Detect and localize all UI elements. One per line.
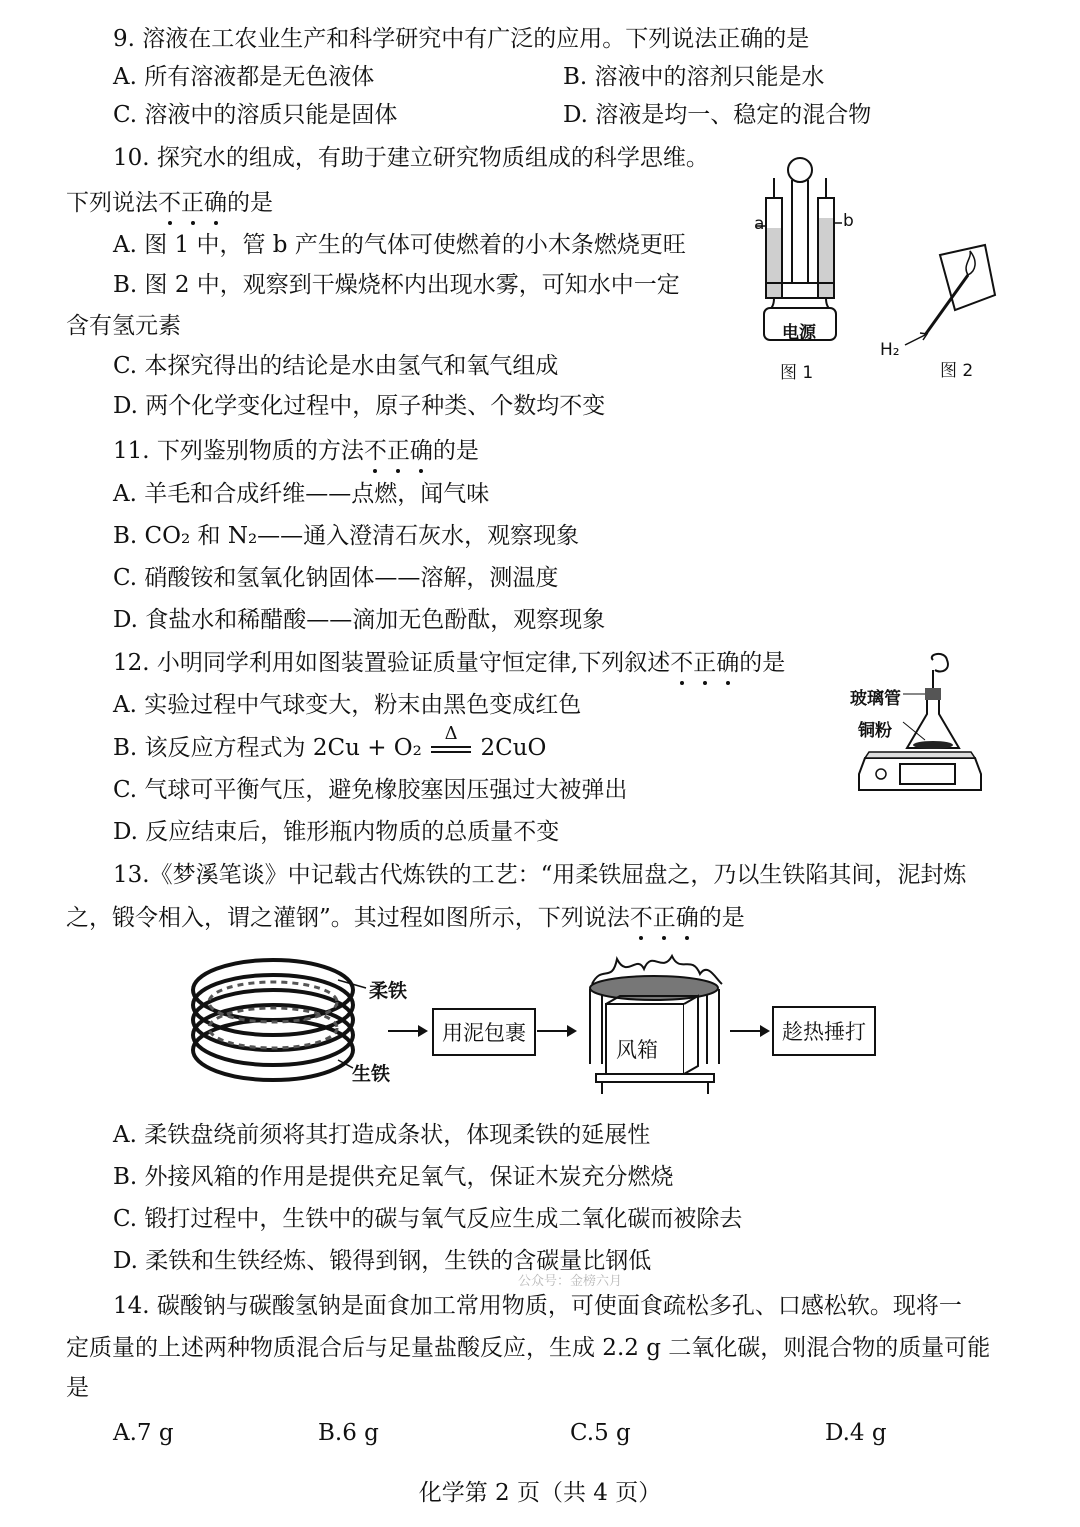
- q10-option-d: D. 两个化学变化过程中，原子种类、个数均不变: [113, 393, 606, 419]
- q13-stem-post: 的是: [698, 905, 745, 931]
- fig1-label-a: a: [754, 214, 765, 234]
- q11-option-a: A. 羊毛和合成纤维——点燃，闻气味: [113, 481, 490, 507]
- emphasis-char: 确: [675, 905, 699, 931]
- q13-stem-line1: 13.《梦溪笔谈》中记载古代炼铁的工艺：“用柔铁屈盘之，乃以生铁陷其间，泥封炼: [113, 862, 967, 888]
- emphasis-char: 确: [409, 438, 433, 464]
- q13-stem-line2: [66, 903, 745, 933]
- q14-option-d: D.4 g: [825, 1420, 887, 1446]
- q12-stem-pre: 12. 小明同学利用如图装置验证质量守恒定律,下列叙述: [113, 650, 671, 676]
- q14-stem-line2: 定质量的上述两种物质混合后与足量盐酸反应，生成 2.2 g 二氧化碳，则混合物的质量可能: [66, 1335, 991, 1361]
- emphasis-char: 不: [363, 438, 387, 464]
- delta-symbol: Δ: [444, 723, 458, 744]
- q13-option-a: A. 柔铁盘绕前须将其打造成条状，体现柔铁的延展性: [113, 1122, 651, 1148]
- page-footer: 化学第 2 页（共 4 页）: [418, 1480, 662, 1506]
- q12-equation-right: 2CuO: [473, 735, 547, 761]
- q10-option-a: A. 图 1 中，管 b 产生的气体可使燃着的小木条燃烧更旺: [113, 232, 686, 258]
- q14-stem-line1: 14. 碳酸钠与碳酸氢钠是面食加工常用物质，可使面食疏松多孔、口感松软。现将一: [113, 1293, 962, 1319]
- q12-stem-post: 的是: [739, 650, 786, 676]
- glass-tube-label: 玻璃管: [850, 689, 901, 709]
- heat-condition: [429, 723, 473, 763]
- q11-stem-post: 的是: [432, 438, 479, 464]
- q9-option-a: A. 所有溶液都是无色液体: [113, 64, 375, 90]
- hammer-while-hot-box: 趁热捶打: [772, 1006, 876, 1056]
- q10-option-b-line1: B. 图 2 中，观察到干燥烧杯内出现水雾，可知水中一定: [113, 272, 680, 298]
- q13-stem-pre: 之，锻令相入，谓之灌钢”。其过程如图所示，下列说法: [66, 905, 630, 931]
- q10-stem-line2: [66, 188, 273, 218]
- soft-iron-label: 柔铁: [369, 980, 408, 1002]
- q11-stem: [113, 436, 479, 466]
- q9-option-b: B. 溶液中的溶剂只能是水: [563, 64, 825, 90]
- copper-powder-label: 铜粉: [858, 721, 892, 741]
- emphasis-char: 确: [716, 650, 740, 676]
- fig1-power-label: 电源: [782, 323, 816, 343]
- q10-stem-post: 的是: [227, 190, 273, 216]
- q13-option-c: C. 锻打过程中，生铁中的碳与氧气反应生成二氧化碳而被除去: [113, 1206, 743, 1232]
- q12-option-c: C. 气球可平衡气压，避免橡胶塞因压强过大被弹出: [113, 777, 628, 803]
- q13-option-d: D. 柔铁和生铁经炼、锻得到钢，生铁的含碳量比钢低: [113, 1248, 652, 1274]
- q9-option-c: C. 溶液中的溶质只能是固体: [113, 102, 398, 128]
- q12-option-a: A. 实验过程中气球变大，粉末由黑色变成红色: [113, 692, 582, 718]
- arrow-icon: [537, 1024, 577, 1038]
- q14-option-b: B.6 g: [318, 1420, 379, 1446]
- q11-option-d: D. 食盐水和稀醋酸——滴加无色酚酞，观察现象: [113, 607, 606, 633]
- fig2-gas-label: H₂: [880, 340, 900, 360]
- furnace-figure: [582, 944, 727, 1099]
- q12-equation-left: B. 该反应方程式为 2Cu + O₂: [113, 735, 430, 761]
- wrap-in-mud-box: 用泥包裹: [432, 1008, 536, 1056]
- fig1-label-b: b: [843, 211, 854, 231]
- coiled-iron-figure: [188, 950, 368, 1090]
- q12-stem: [113, 648, 785, 678]
- q11-option-b: B. CO₂ 和 N₂——通入澄清石灰水，观察现象: [113, 523, 580, 549]
- emphasis-char: 不: [158, 190, 181, 216]
- q13-option-b: B. 外接风箱的作用是提供充足氧气，保证木炭充分燃烧: [113, 1164, 674, 1190]
- q10-option-c: C. 本探究得出的结论是水由氢气和氧气组成: [113, 353, 559, 379]
- bellows-label: 风箱: [616, 1038, 658, 1062]
- watermark: 公众号：金榜六月: [518, 1274, 623, 1289]
- q10-stem-pre: 下列说法: [66, 190, 158, 216]
- q11-stem-pre: 11. 下列鉴别物质的方法: [113, 438, 364, 464]
- q10-stem-line1: 10. 探究水的组成，有助于建立研究物质组成的科学思维。: [113, 145, 709, 171]
- hydrogen-flame-figure: [900, 235, 1000, 345]
- q10-option-b-line2: 含有氢元素: [66, 313, 181, 339]
- q14-stem-line3: 是: [66, 1375, 89, 1401]
- q11-option-c: C. 硝酸铵和氢氧化钠固体——溶解，测温度: [113, 565, 559, 591]
- arrow-icon: [730, 1024, 770, 1038]
- arrow-icon: [388, 1024, 428, 1038]
- emphasis-char: 正: [693, 650, 717, 676]
- q12-option-d: D. 反应结束后，锥形瓶内物质的总质量不变: [113, 819, 560, 845]
- fig1-caption: 图 1: [780, 363, 814, 383]
- emphasis-char: 不: [670, 650, 694, 676]
- emphasis-char: 确: [204, 190, 227, 216]
- q14-option-c: C.5 g: [570, 1420, 631, 1446]
- fig2-caption: 图 2: [940, 361, 974, 381]
- emphasis-char: 正: [386, 438, 410, 464]
- q14-option-a: A.7 g: [113, 1420, 174, 1446]
- emphasis-char: 正: [181, 190, 204, 216]
- emphasis-char: 不: [629, 905, 653, 931]
- q9-stem: 9. 溶液在工农业生产和科学研究中有广泛的应用。下列说法正确的是: [113, 26, 810, 52]
- q12-option-b: [113, 723, 547, 763]
- q9-option-d: D. 溶液是均一、稳定的混合物: [563, 102, 872, 128]
- pig-iron-label: 生铁: [352, 1063, 391, 1085]
- emphasis-char: 正: [652, 905, 676, 931]
